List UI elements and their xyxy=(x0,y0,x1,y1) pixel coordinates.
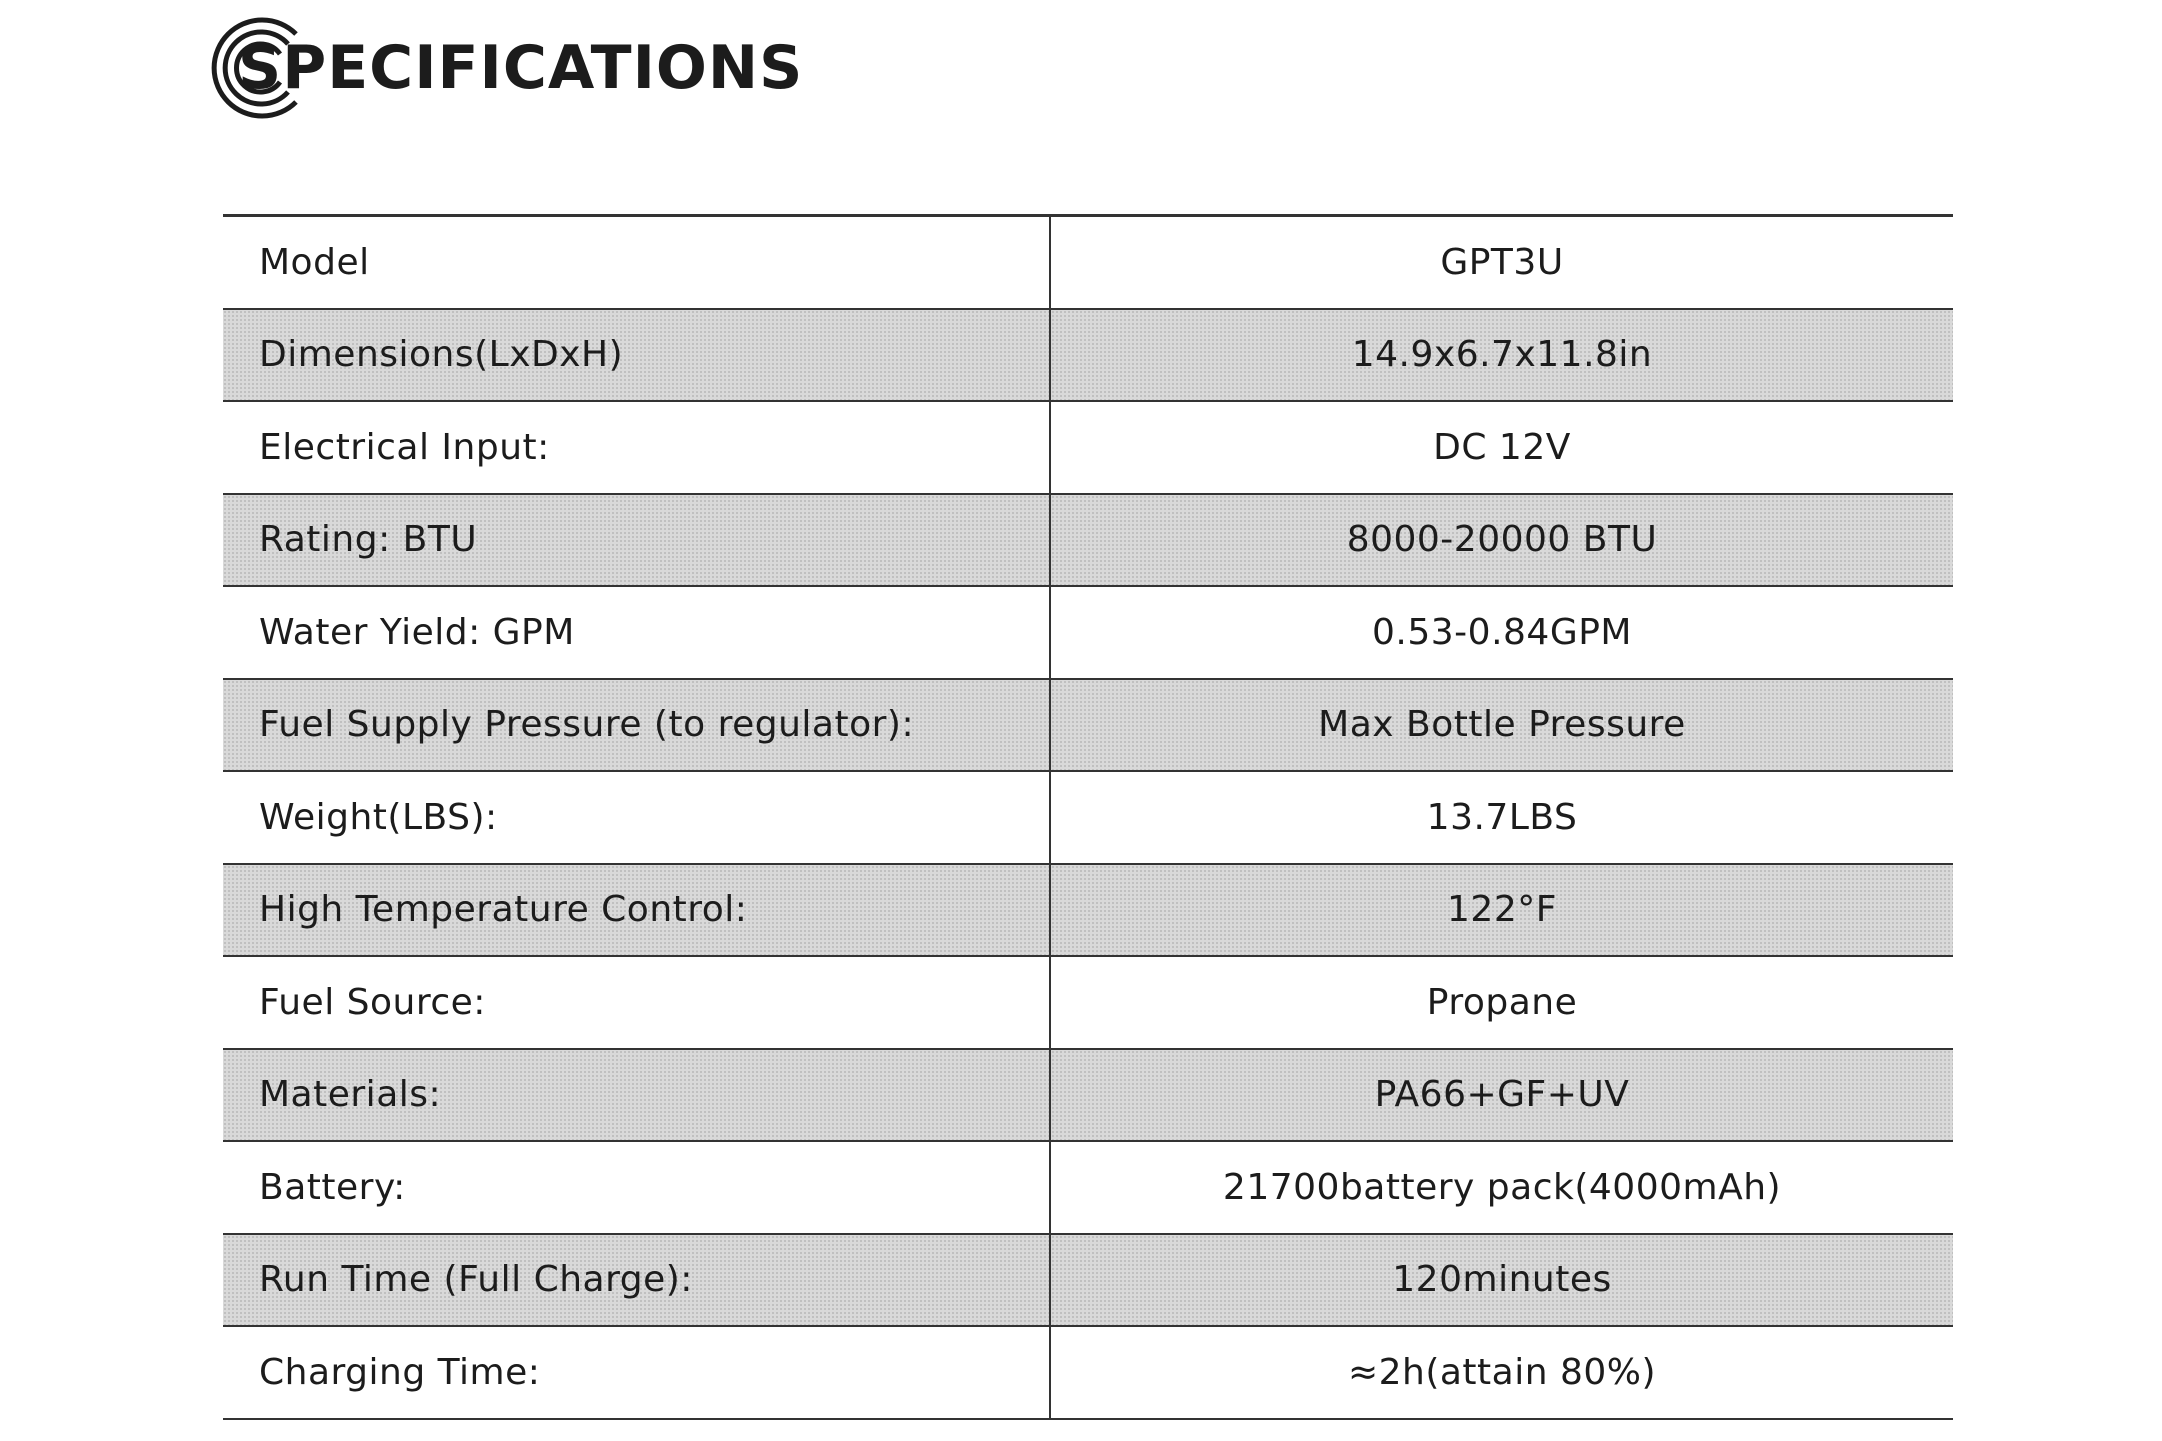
spec-label: Model xyxy=(223,217,1051,308)
spec-value: ≈2h(attain 80%) xyxy=(1347,1351,1657,1393)
spec-row xyxy=(223,1327,1953,1420)
spec-label: Electrical Input: xyxy=(223,402,1051,493)
spec-value: Max Bottle Pressure xyxy=(1318,704,1686,746)
spec-value: 13.7LBS xyxy=(1426,796,1578,838)
spec-value: Propane xyxy=(1426,981,1578,1023)
spec-row xyxy=(223,217,1953,310)
spec-value: DC 12V xyxy=(1433,426,1571,468)
spec-label: High Temperature Control: xyxy=(223,865,1051,956)
spec-value: 0.53-0.84GPM xyxy=(1372,611,1632,653)
spec-value: 120minutes xyxy=(1392,1259,1612,1301)
spec-value: 21700battery pack(4000mAh) xyxy=(1222,1166,1782,1208)
spec-value: GPT3U xyxy=(1440,241,1564,283)
spec-value: 122°F xyxy=(1447,889,1557,931)
spec-label: Fuel Supply Pressure (to regulator): xyxy=(223,680,1051,771)
spec-label: Weight(LBS): xyxy=(223,772,1051,863)
spec-label: Charging Time: xyxy=(223,1327,1051,1418)
spec-label: Battery: xyxy=(223,1142,1051,1233)
spec-label: Dimensions(LxDxH) xyxy=(223,310,1051,401)
spec-row xyxy=(223,1050,1953,1143)
spec-label: Materials: xyxy=(223,1050,1051,1141)
spec-row xyxy=(223,957,1953,1050)
specifications-table xyxy=(223,214,1953,1420)
spec-label: Rating: BTU xyxy=(223,495,1051,586)
spec-row xyxy=(223,495,1953,588)
spec-row xyxy=(223,587,1953,680)
spec-label: Fuel Source: xyxy=(223,957,1051,1048)
spec-value: 8000-20000 BTU xyxy=(1346,519,1658,561)
page-heading xyxy=(196,12,803,124)
spec-row xyxy=(223,865,1953,958)
spec-value: 14.9x6.7x11.8in xyxy=(1351,334,1653,376)
page-title: SPECIFICATIONS xyxy=(238,33,804,103)
spec-row xyxy=(223,680,1953,773)
spec-label: Water Yield: GPM xyxy=(223,587,1051,678)
spec-row xyxy=(223,1235,1953,1328)
spec-row xyxy=(223,772,1953,865)
spec-value: PA66+GF+UV xyxy=(1374,1074,1630,1116)
spec-row xyxy=(223,402,1953,495)
spec-row xyxy=(223,310,1953,403)
spec-row xyxy=(223,1142,1953,1235)
spec-label: Run Time (Full Charge): xyxy=(223,1235,1051,1326)
